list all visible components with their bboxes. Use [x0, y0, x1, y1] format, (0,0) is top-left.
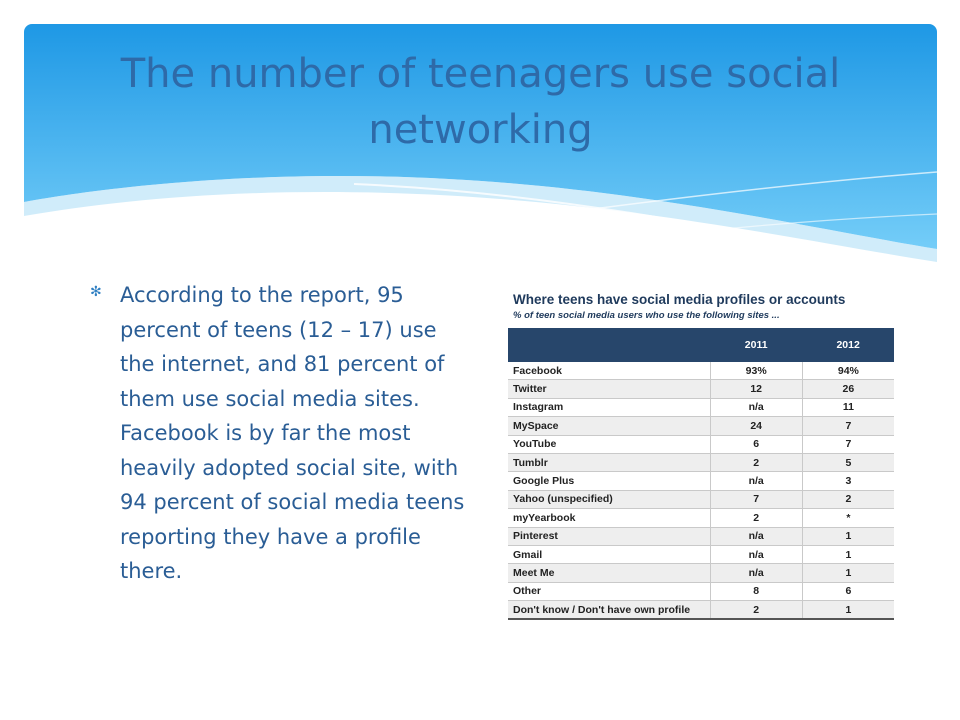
- value-cell: 2: [710, 453, 802, 471]
- site-name-cell: Instagram: [508, 398, 710, 416]
- figure-title: Where teens have social media profiles or accounts: [513, 292, 846, 307]
- table-row: [508, 527, 894, 545]
- table-row: [508, 601, 894, 620]
- bullet-text: According to the report, 95 percent of teens (12 – 17) use the internet, and 81 percent of them use social media sites. Facebook is by far the most heavily adopted social site, with 94 percent of social media teens reporting they have a profile there.: [120, 283, 465, 583]
- value-cell: 1: [802, 601, 894, 620]
- value-cell: 5: [802, 453, 894, 471]
- social-media-table-figure: [508, 292, 894, 616]
- table-row: [508, 509, 894, 527]
- value-cell: 93%: [710, 362, 802, 380]
- site-name-cell: Don't know / Don't have own profile: [508, 601, 710, 620]
- table-row: [508, 380, 894, 398]
- site-name-cell: Facebook: [508, 362, 710, 380]
- value-cell: 12: [710, 380, 802, 398]
- site-name-cell: Pinterest: [508, 527, 710, 545]
- bullet-asterisk-icon: ✻: [90, 284, 102, 300]
- table-row: [508, 490, 894, 508]
- site-name-cell: myYearbook: [508, 509, 710, 527]
- value-cell: 2: [710, 509, 802, 527]
- column-header: [508, 328, 710, 362]
- figure-subtitle: % of teen social media users who use the following sites ...: [513, 310, 780, 321]
- value-cell: n/a: [710, 398, 802, 416]
- site-name-cell: Meet Me: [508, 564, 710, 582]
- value-cell: 2: [802, 490, 894, 508]
- value-cell: 6: [802, 582, 894, 600]
- table-row: [508, 398, 894, 416]
- value-cell: 8: [710, 582, 802, 600]
- value-cell: 2: [710, 601, 802, 620]
- value-cell: n/a: [710, 527, 802, 545]
- value-cell: 94%: [802, 362, 894, 380]
- value-cell: 1: [802, 527, 894, 545]
- value-cell: 1: [802, 545, 894, 563]
- value-cell: n/a: [710, 564, 802, 582]
- slide-title: The number of teenagers use social networking: [120, 51, 841, 153]
- site-name-cell: Yahoo (unspecified): [508, 490, 710, 508]
- table-row: [508, 453, 894, 471]
- table-header-row: [508, 328, 894, 362]
- table-row: [508, 362, 894, 380]
- value-cell: 3: [802, 472, 894, 490]
- site-name-cell: MySpace: [508, 417, 710, 435]
- column-header: 2012: [802, 328, 894, 362]
- site-name-cell: YouTube: [508, 435, 710, 453]
- site-name-cell: Tumblr: [508, 453, 710, 471]
- table-row: [508, 472, 894, 490]
- value-cell: 7: [710, 490, 802, 508]
- site-name-cell: Google Plus: [508, 472, 710, 490]
- value-cell: n/a: [710, 472, 802, 490]
- value-cell: 7: [802, 435, 894, 453]
- table-row: [508, 545, 894, 563]
- value-cell: 26: [802, 380, 894, 398]
- value-cell: 6: [710, 435, 802, 453]
- column-header: 2011: [710, 328, 802, 362]
- value-cell: 11: [802, 398, 894, 416]
- data-table: [508, 328, 894, 620]
- site-name-cell: Gmail: [508, 545, 710, 563]
- value-cell: 1: [802, 564, 894, 582]
- value-cell: 24: [710, 417, 802, 435]
- table-row: [508, 582, 894, 600]
- table-row: [508, 435, 894, 453]
- value-cell: *: [802, 509, 894, 527]
- value-cell: 7: [802, 417, 894, 435]
- value-cell: n/a: [710, 545, 802, 563]
- table-row: [508, 417, 894, 435]
- site-name-cell: Other: [508, 582, 710, 600]
- table-row: [508, 564, 894, 582]
- site-name-cell: Twitter: [508, 380, 710, 398]
